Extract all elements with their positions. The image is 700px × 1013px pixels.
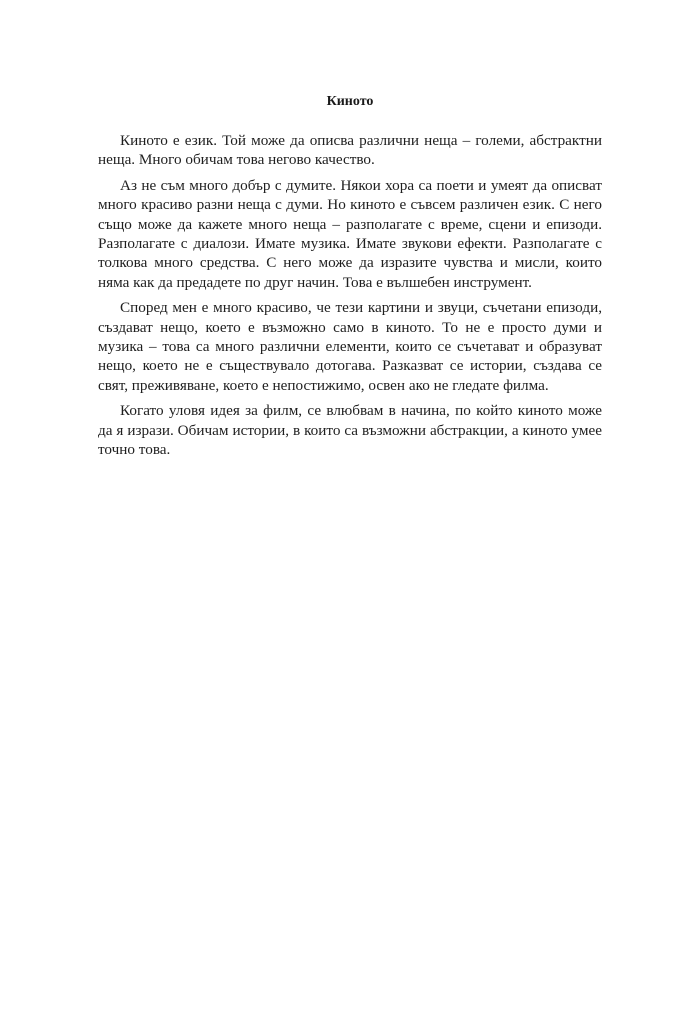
paragraph: Според мен е много красиво, че тези картини и звуци, съчетани епизоди, създават нещо, което е възможно само в киното. То не е просто думи и музика – това са много различни елементи, които се съчетават и образуват нещо, което не е съществувало дотогава. Разказват се истории, създава се свят, преживяване, което е непостижимо, освен ако не гледате филма. bbox=[98, 299, 602, 394]
paragraph: Аз не съм много добър с думите. Някои хора са поети и умеят да описват много красиво разни неща с думи. Но киното е съвсем различен език. С него също може да кажете много неща – разполагате с време, сцени и епизоди. Разполагате с диалози. Имате музика. Имате звукови ефекти. Разполагате с толкова много средства. С него може да изразите чувства и мисли, които няма как да предадете по друг начин. Това е вълшебен инструмент. bbox=[98, 176, 602, 291]
document-title: Киното bbox=[326, 94, 374, 109]
paragraph: Киното е език. Той може да описва различни неща – големи, абстрактни неща. Много обичам това негово качество. bbox=[98, 132, 602, 169]
document-body bbox=[98, 131, 602, 466]
paragraph: Когато уловя идея за филм, се влюбвам в начина, по който киното може да я изрази. Обичам истории, в които са възможни абстракции, а киното умее точно това. bbox=[98, 402, 602, 459]
